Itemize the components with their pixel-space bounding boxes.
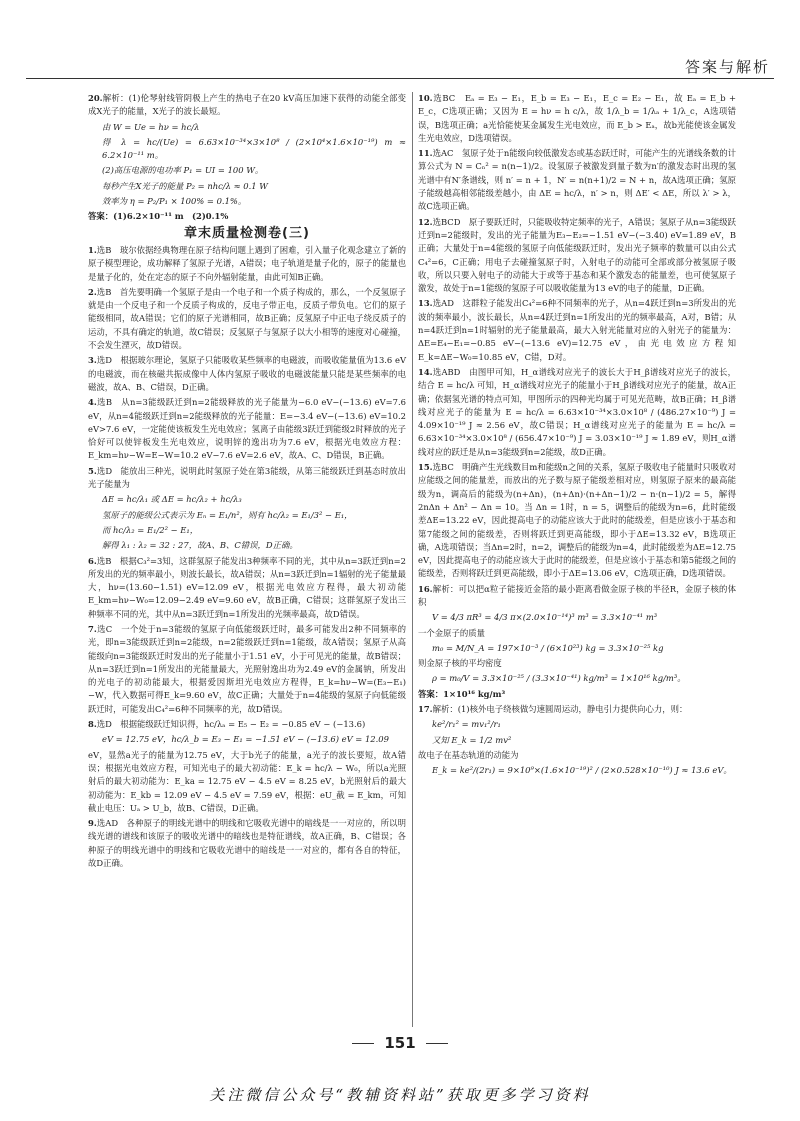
q16-eq1: V = 4/3 πR³ = 4/3 π×(2.0×10⁻¹⁴)³ m³ = 3.3×10⁻⁴¹ m³ xyxy=(432,612,658,623)
column-divider xyxy=(412,92,413,1027)
q2-text: 2.选B 首先要明确一个氢原子是由一个电子和一个质子构成的，那么，一个反氢原子就是由一个反电子和一个反质子构成的，反电子带正电，反质子带负电。它们的原子能级相同，故A错误；它们的原子光谱相同，故B正确；反氢原子中正电子绕反质子的运动，不具有确定的轨道，故C错误；反氢原子与氢原子以大小相等的速度对心碰撞，不会发生湮灭，故D错误。 xyxy=(88,286,406,351)
page-number xyxy=(0,1034,800,1052)
q3-text: 3.选D 根据玻尔理论，氢原子只能吸收某些频率的电磁波，而吸收能量值为13.6 eV的电磁波，而在核磁共振成像中人体内氢原子吸收的电磁波能量只能是某些频率的电磁波，故A、B、C错误，D正确。 xyxy=(88,355,406,392)
header-rule xyxy=(26,78,774,79)
q13-text: 13.选AD 这群粒子能发出C₄²=6种不同频率的光子，从n=4跃迁到n=3所发出的光波的频率最小，波长最长，从n=4跃迁到n=1所发出的光的频率最高，A对，B错；从n=4跃迁到n=1时辐射的光子能量最高，最大入射光能量对应的入射光子的能量为：ΔE=E₄−E₁=−0.85 eV−(−13.6 eV)=12.75 eV，由光电效应方程知 E_k=ΔE−W₀=10.85 eV，C错，D对。 xyxy=(418,298,736,362)
q11-text: 11.选AC 氢原子处于n能级向较低激发态或基态跃迁时，可能产生的光谱线条数的计算公式为 N = Cₙ² = n(n−1)/2。设氢原子被激发到量子数为n′的激发态时出现的氢光谱中有N′条谱线，则 n′ = n + 1，N′ = n(n+1)/2 = N + n，故A选项正确；氢原子能级越高相邻能级差越小，由 ΔE = hc/λ，n′ > n，则 ΔE′ < ΔE，所以 λ′ > λ，故C选项正确。 xyxy=(418,148,736,212)
q8-eq2: eV，显然a光子的能量为12.75 eV，大于b光子的能量，a光子的波长要短，故A错误；根据光电效应方程，可知光电子的最大初动能：E_k = hc/λ − W₀，所以a光照射后的最大初动能为：E_ka = 12.75 eV − 4.5 eV = 8.25 eV，b光照射后的最大初动能为：E_kb = 12.09 eV − 4.5 eV = 7.59 eV，根据：eU_截 = E_km，可知截止电压：Uₐ > U_b，故B、C错误，D正确。 xyxy=(88,749,406,813)
page-number-dash-right xyxy=(426,1043,448,1044)
q16-eq5: ρ = m₀/V = 3.3×10⁻²⁵ / (3.3×10⁻⁴¹) kg/m³ = 1×10¹⁶ kg/m³。 xyxy=(432,673,686,684)
q5-eq4: 解得 λ₁ : λ₂ = 32 : 27，故A、B、C错误，D正确。 xyxy=(102,540,298,551)
q17-text: 17.解析：(1)核外电子绕核做匀速圆周运动，静电引力提供向心力，则： xyxy=(418,704,688,715)
q8-eq1: eV = 12.75 eV，hc/λ_b = E₃ − E₁ = −1.51 eV − (−13.6) eV = 12.09 xyxy=(102,734,389,745)
chapter-title: 章末质量检测卷(三) xyxy=(184,225,310,241)
q7-text: 7.选C 一个处于n=3能级的氢原子向低能级跃迁时，最多可能发出2种不同频率的光，即n=3能级跃迁到n=2能级，n=2能级跃迁到n=1能级，故A错误；氢原子从高能级向n=3能级跃迁时发出的光子能量小于1.51 eV，小于可见光的能量，故B错误；从n=3跃迁到n=1所发出的光能量最大，光照射逸出功为2.49 eV的金属钠，所发出的光电子的初动能最大，根据爱因斯坦光电效应方程得，E_k=hν−W=(E₃−E₁)−W，代入数据可得E_k=9.60 eV，故C正确；大量处于n=4能级的氢原子向低能级跃迁时，可能发出C₄²=6种不同频率的光，故D错误。 xyxy=(88,623,406,714)
q5-text: 5.选D 能放出三种光，说明此时氢原子处在第3能级，从第三能级跃迁到基态时放出光子能量为 xyxy=(88,465,406,490)
q20-eq5: 效率为 η = P₂/P₁ × 100% = 0.1%。 xyxy=(102,196,247,207)
q1-text: 1.选B 玻尔依据经典物理在原子结构问题上遇到了困难，引入量子化观念建立了新的原子模型理论，成功解释了氢原子光谱，A错误；电子轨道是量子化的，原子的能量也是量子化的，处在定态的原子不向外辐射能量，由此可知B正确。 xyxy=(88,244,406,282)
q16-eq2: 一个金原子的质量 xyxy=(418,627,485,638)
q12-text: 12.选BCD 原子要跃迁时，只能吸收特定频率的光子，A错误；氢原子从n=3能级跃迁到n=2能级时，发出的光子能量为E₃−E₂=−1.51 eV−(−3.40) eV=1.89 eV，B正确；大量处于n=4能级的氢原子向低能级跃迁时，发出光子频率的数量可以由公式C₄²=6，C正确；用电子去碰撞氢原子时，入射电子的动能可全部或部分被氢原子吸收，所以只要入射电子的动能大于或等于基态和某个激发态的能量差，也可使氢原子激发，故处于n=1能级的氢原子可以吸收能量为13 eV的电子的能量，D正确。 xyxy=(418,216,736,294)
q17-eq2: 又知 E_k = 1/2 mv² xyxy=(432,734,512,745)
page-header xyxy=(26,48,774,82)
q17-eq1: ke²/r₁² = mv₁²/r₁ xyxy=(432,719,501,730)
q5-eq2: 氢原子的能级公式表示为 Eₙ = E₁/n²，则有 hc/λ₂ = E₁/3² − E₁， xyxy=(102,509,353,520)
footer-watermark: 关注微信公众号“教辅资料站”获取更多学习资料 xyxy=(209,1086,591,1104)
header-title: 答案与解析 xyxy=(684,58,770,76)
page-number-value: 151 xyxy=(384,1034,416,1052)
q20-eq2: 得 λ = hc/(Ue) = 6.63×10⁻³⁴×3×10⁸ / (2×10⁴×1.6×10⁻¹⁹) m ≈ 6.2×10⁻¹¹ m。 xyxy=(102,136,406,161)
q4-text: 4.选B 从n=3能级跃迁到n=2能级释放的光子能量为−6.0 eV−(−13.6) eV=7.6 eV，从n=4能级跃迁到n=2能级释放的光子能量：E=−3.4 eV−(−13.6) eV=10.2 eV>7.6 eV，一定能使该板发生光电效应；氢离子由能级3跃迁到能级2时释放的光子恰好可以使锌板发生光电效应，说明锌的逸出功为7.6 eV，根据光电效应方程：E_km=hν−W=E−W=10.2 eV−7.6 eV=2.6 eV，故A、C、D错误，B正确。 xyxy=(88,397,406,461)
page-number-dash-left xyxy=(352,1043,374,1044)
q20-eq4: 每秒产生X光子的能量 P₂ = nhc/λ ≈ 0.1 W xyxy=(102,180,268,191)
q16-eq4: 则金原子核的平均密度 xyxy=(418,658,502,669)
left-column xyxy=(88,92,406,872)
q8-text: 8.选D 根据能级跃迁知识得，hc/λₐ = E₅ − E₂ = −0.85 eV − (−13.6) xyxy=(88,719,366,730)
q16-text: 16.解析：可以把α粒子能接近金箔的最小距离看做金原子核的半径R，金原子核的体积 xyxy=(418,583,736,607)
q5-eq1: ΔE = hc/λ₁ 或 ΔE = hc/λ₂ + hc/λ₃ xyxy=(102,494,242,505)
q20-text: 20.解析：(1)伦琴射线管阴极上产生的热电子在20 kV高压加速下获得的动能全部变成X光子的能量，X光子的波长最短。 xyxy=(88,93,406,117)
q16-answer: 答案：1×10¹⁶ kg/m³ xyxy=(418,688,506,699)
q6-text: 6.选B 根据C₃²=3知，这群氢原子能发出3种频率不同的光，其中从n=3跃迁到n=2所发出的光的频率最小，则波长最长，故A错误；从n=3跃迁到n=1辐射的光子能量最大，hν=(13.60−1.51) eV=12.09 eV，根据光电效应方程得，最大初动能E_km=hν−W₀=12.09−2.49 eV=9.60 eV，故B正确，C错误；这群氢原子发出三种频率不同的光，其中从n=3跃迁到n=1所发出的光频率最高，故D错误。 xyxy=(88,555,406,619)
q20-eq3: (2)高压电源的电功率 P₁ = UI = 100 W。 xyxy=(102,165,264,176)
q16-eq3: m₀ = M/N_A = 197×10⁻³ / (6×10²³) kg = 3.3×10⁻²⁵ kg xyxy=(432,642,664,653)
right-column xyxy=(418,92,736,780)
q14-text: 14.选ABD 由图甲可知，H_α谱线对应光子的波长大于H_β谱线对应光子的波长，结合 E = hc/λ 可知，H_α谱线对应光子的能量小于H_β谱线对应光子的能量，故A正确；依据氢光谱的特点可知，甲图所示的四种光均属于可见光范畴，故B正确；H_β谱线对应光子的能量为 E = hc/λ = 6.63×10⁻³⁴×3.0×10⁸ / (486.27×10⁻⁹) J = 4.09×10⁻¹⁹ J ≈ 2.56 eV，故C错误；H_α谱线对应光子的能量为 E = hc/λ = 6.63×10⁻³⁴×3.0×10⁸ / (656.47×10⁻⁹) J = 3.03×10⁻¹⁹ J ≈ 1.89 eV，则H_α谱线对应的跃迁是从n=3能级到n=2能级，故D正确。 xyxy=(418,366,736,457)
q9-text: 9.选AD 各种原子的明线光谱中的明线和它吸收光谱中的暗线是一一对应的，所以明线光谱的谱线和该原子的吸收光谱中的暗线也是特征谱线，故A正确，B、C错误；各种原子的明线光谱中的明线和它吸收光谱中的暗线是一一对应的，都有各自的特征，故D正确。 xyxy=(88,818,406,869)
q5-eq3: 而 hc/λ₂ = E₁/2² − E₁， xyxy=(102,524,199,535)
q17-eq4: E_k = ke²/(2r₁) = 9×10⁹×(1.6×10⁻¹⁹)² / (2×0.528×10⁻¹⁰) J ≈ 13.6 eV。 xyxy=(432,765,732,776)
q10-text: 10.选BC Eₐ = E₃ − E₁，E_b = E₃ − E₁，E_c = E₂ − E₁，故 Eₐ = E_b + E_c，C选项正确；又因为 E = hν = h c/λ，故 1/λ_b = 1/λₐ + 1/λ_c，A选项错误，B选项正确；a光恰能使某金属发生光电效应，而 E_b > Eₐ，故b光能使该金属发生光电效应，D选项错误。 xyxy=(418,93,736,143)
q17-eq3: 故电子在基态轨道的动能为 xyxy=(418,749,519,760)
q20-answer: 答案：(1)6.2×10⁻¹¹ m (2)0.1% xyxy=(88,211,229,222)
q15-text: 15.选BC 明确产生光线数目m和能级n之间的关系，氢原子吸收电子能量时只吸收对应能级之间的能量差，而放出的光子数与原子能级差相对应，则氢原子原来的最高能级为n，调高后的能级为(n+Δn)，(n+Δn)·(n+Δn−1)/2 − n·(n−1)/2 = 5，解得 2nΔn + Δn² − Δn = 10。当 Δn = 1时，n = 5，调整后的能级为n=6，此时能级差ΔE=13.22 eV，因此提高电子的动能应该大于此时的能级差，但是应该小于基态和第7能级之间的能级差，否则将跃迁到更高能级，即小于ΔE=13.32 eV，B选项正确，A选项错误；当Δn=2时，n=2，调整后的能级为n=4，此时能级差为ΔE=12.75 eV，因此提高电子的动能应该大于此时的能级差，但是应该小于基态和第5能级之间的能级差，否则将跃迁到更高能级，即小于ΔE=13.06 eV，C选项正确，D选项错误。 xyxy=(418,462,736,579)
q20-eq1: 由 W = Ue = hν = hc/λ xyxy=(102,121,200,132)
